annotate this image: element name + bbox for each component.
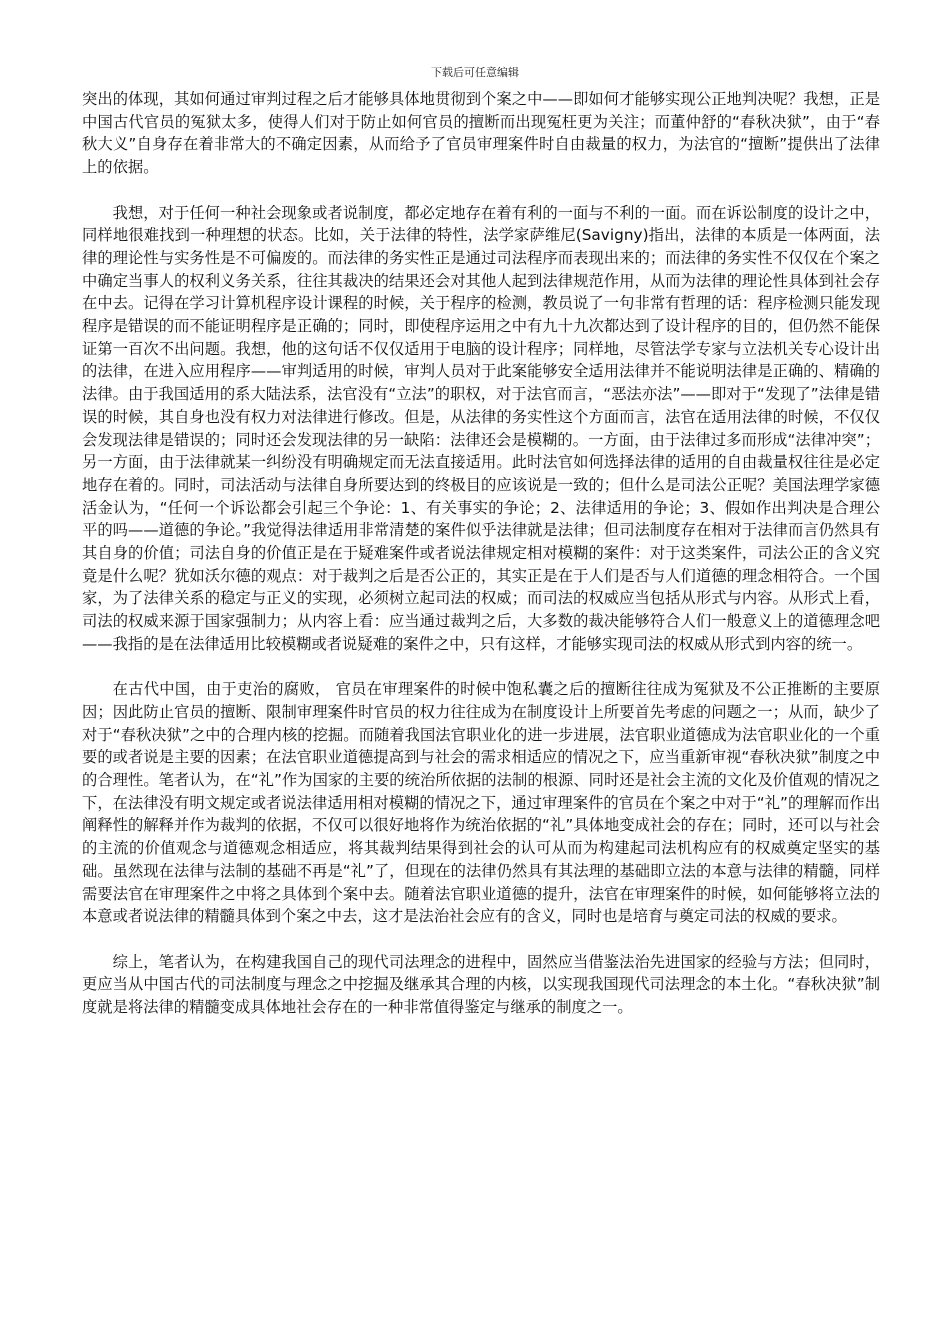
page-header: 下载后可任意编辑 xyxy=(431,66,519,79)
paragraph-conclusion: 综上，笔者认为，在构建我国自己的现代司法理念的进程中，固然应当借鉴法治先进国家的经验与方法；但同时，更应当从中国古代的司法制度与理念之中挖掘及继承其合理的内核，以实现我国现代司法理念的本土化。“春秋决狱”制度就是将法律的精髓变成具体地社会存在的一种非常值得鉴定与继承的制度之一。 xyxy=(82,952,880,1017)
paragraph-savigny: 我想，对于任何一种社会现象或者说制度，都必定地存在着有利的一面与不利的一面。而在诉讼制度的设计之中，同样地很难找到一种理想的状态。比如，关于法律的特性，法学家萨维尼(Savigny)指出，法律的本质是一体两面，法律的理论性与实务性是不可偏废的。而法律的务实性正是通过司法程序而表现出来的；而法律的务实性不仅仅在个案之中确定当事人的权利义务关系，往往其裁决的结果还会对其他人起到法律规范作用，从而为法律的理论性具体到社会存在中去。记得在学习计算机程序设计课程的时候，关于程序的检测，教员说了一句非常有哲理的话：程序检测只能发现程序是错误的而不能证明程序是正确的；同时，即使程序运用之中有九十九次都达到了设计程序的目的，但仍然不能保证第一百次不出问题。我想，他的这句话不仅仅适用于电脑的设计程序；同样地，尽管法学专家与立法机关专心设计出的法律，在进入应用程序——审判适用的时候，审判人员对于此案能够安全适用法律并不能说明法律是正确的、精确的法律。由于我国适用的系大陆法系，法官没有“立法”的职权，对于法官而言，“恶法亦法”——即对于“发现了”法律是错误的时候，其自身也没有权力对法律进行修改。但是，从法律的务实性这个方面而言，法官在适用法律的时候，不仅仅会发现法律是错误的；同时还会发现法律的另一缺陷：法律还会是模糊的。一方面，由于法律过多而形成“法律冲突”；另一方面，由于法律就某一纠纷没有明确规定而无法直接适用。此时法官如何选择法律的适用的自由裁量权往往是必定地存在着的。同时，司法活动与法律自身所要达到的终极目的应该说是一致的；但什么是司法公正呢？美国法理学家德活金认为，“任何一个诉讼都会引起三个争论：1、有关事实的争论；2、法律适用的争论；3、假如作出判决是合理公平的吗——道德的争论。”我觉得法律适用非常清楚的案件似乎法律就是法律；但司法制度存在相对于法律而言仍然具有其自身的价值；司法自身的价值正是在于疑难案件或者说法律规定相对模糊的案件：对于这类案件，司法公正的含义究竟是什么呢？犹如沃尔德的观点：对于裁判之后是否公正的，其实正是在于人们是否与人们道德的理念相符合。一个国家，为了法律关系的稳定与正义的实现，必须树立起司法的权威；而司法的权威应当包括从形式与内容。从形式上看，司法的权威来源于国家强制力；从内容上看：应当通过裁判之后，大多数的裁决能够符合人们一般意义上的道德理念吧——我指的是在法律适用比较模糊或者说疑难的案件之中，只有这样，才能够实现司法的权威从形式到内容的统一。 xyxy=(82,203,880,653)
document-body xyxy=(82,88,880,1041)
paragraph-ancient-china: 在古代中国，由于吏治的腐败， 官员在审理案件的时候中饱私囊之后的擅断往往成为冤狱及不公正推断的主要原因；因此防止官员的擅断、限制审理案件时官员的权力往往成为在制度设计上所要首先考虑的问题之一；从而，缺少了对于“春秋决狱”之中的合理内核的挖掘。而随着我国法官职业化的进一步进展，法官职业道德成为法官职业化的一个重要的或者说是主要的因素；在法官职业道德提高到与社会的需求相适应的情况之下，应当重新审视“春秋决狱”制度之中的合理性。笔者认为，在“礼”作为国家的主要的统治所依据的法制的根源、同时还是社会主流的文化及价值观的情况之下，在法律没有明文规定或者说法律适用相对模糊的情况之下，通过审理案件的官员在个案之中对于“礼”的理解而作出阐释性的解释并作为裁判的依据，不仅可以很好地将作为统治依据的“礼”具体地变成社会的存在；同时，还可以与社会的主流的价值观念与道德观念相适应，将其裁判结果得到社会的认可从而为构建起司法机构应有的权威奠定坚实的基础。虽然现在法律与法制的基础不再是“礼”了，但现在的法律仍然具有其法理的基础即立法的本意与法律的精髓，同样需要法官在审理案件之中将之具体到个案中去。随着法官职业道德的提升，法官在审理案件的时候，如何能够将立法的本意或者说法律的精髓具体到个案之中去，这才是法治社会应有的含义，同时也是培育与奠定司法的权威的要求。 xyxy=(82,680,880,926)
paragraph-continued: 突出的体现，其如何通过审判过程之后才能够具体地贯彻到个案之中——即如何才能够实现公正地判决呢？我想，正是中国古代官员的冤狱太多，使得人们对于防止如何官员的擅断而出现冤枉更为关注；而董仲舒的“春秋决狱”，由于“春秋大义”自身存在着非常大的不确定因素，从而给予了官员审理案件时自由裁量的权力，为法官的“擅断”提供出了法律上的依据。 xyxy=(82,90,880,177)
